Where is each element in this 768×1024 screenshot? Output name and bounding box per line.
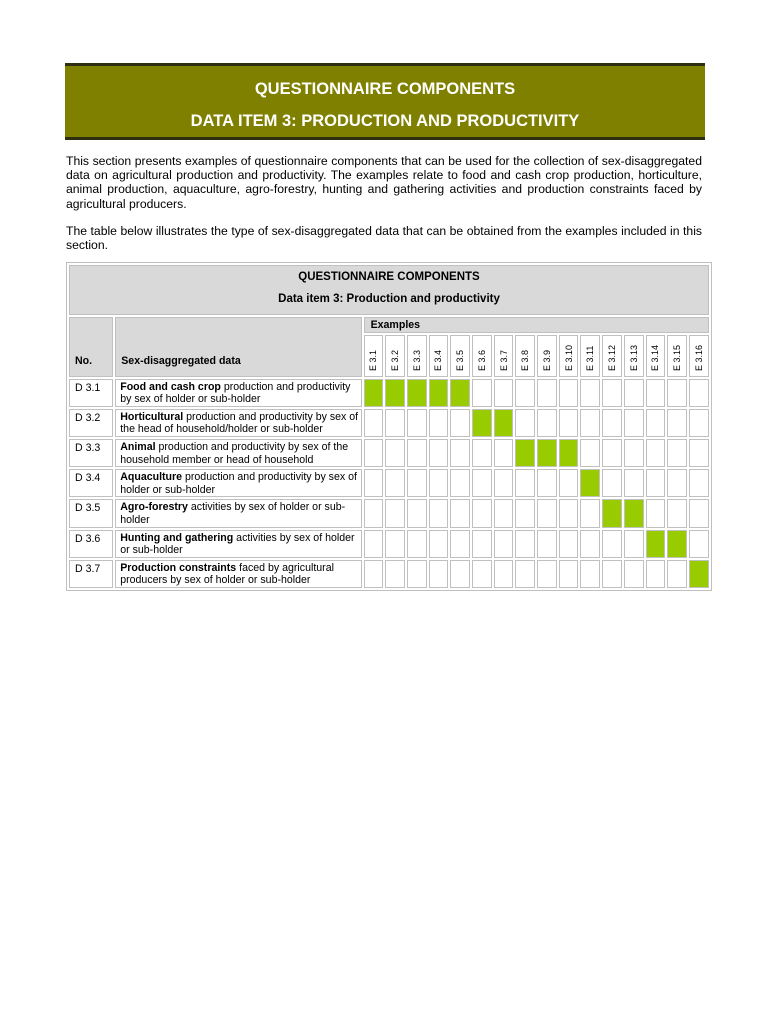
example-mark-empty [407, 439, 427, 467]
example-mark-empty [407, 409, 427, 437]
example-mark-empty [407, 499, 427, 527]
example-mark-filled [689, 560, 709, 588]
example-label: E 3.14 [650, 344, 661, 371]
example-mark-empty [624, 409, 644, 437]
table-row [69, 379, 709, 407]
examples-header: Examples [364, 317, 709, 333]
example-mark-empty [624, 439, 644, 467]
example-mark-empty [559, 469, 579, 497]
example-mark-empty [472, 499, 492, 527]
example-mark-empty [537, 560, 557, 588]
row-topic: Horticultural [120, 410, 184, 423]
example-mark-filled [646, 530, 666, 558]
example-mark-empty [385, 469, 405, 497]
table-row [69, 499, 709, 527]
row-number: D 3.7 [69, 560, 113, 588]
example-label: E 3.5 [455, 349, 466, 371]
example-mark-empty [450, 499, 470, 527]
example-mark-filled [364, 379, 384, 407]
example-mark-empty [646, 439, 666, 467]
row-number: D 3.1 [69, 379, 113, 407]
example-mark-empty [667, 439, 687, 467]
example-mark-empty [559, 379, 579, 407]
row-topic: Aquaculture [120, 471, 183, 484]
example-column-header [515, 335, 535, 377]
example-label: E 3.4 [433, 349, 444, 371]
example-mark-filled [580, 469, 600, 497]
example-mark-empty [385, 499, 405, 527]
example-mark-empty [689, 530, 709, 558]
example-mark-filled [624, 499, 644, 527]
table-row [69, 530, 709, 558]
example-label: E 3.10 [563, 344, 574, 371]
row-number: D 3.3 [69, 439, 113, 467]
example-label: E 3.16 [693, 344, 704, 371]
example-mark-filled [385, 379, 405, 407]
example-mark-empty [407, 469, 427, 497]
section-banner [65, 63, 705, 140]
example-mark-empty [646, 409, 666, 437]
example-mark-empty [689, 469, 709, 497]
example-mark-empty [689, 379, 709, 407]
example-mark-empty [537, 379, 557, 407]
example-mark-empty [494, 499, 514, 527]
row-description [115, 439, 361, 467]
row-number: D 3.6 [69, 530, 113, 558]
row-topic: Agro-forestry [120, 501, 188, 514]
example-column-header [429, 335, 449, 377]
row-description [115, 560, 361, 588]
example-mark-empty [602, 409, 622, 437]
example-mark-empty [429, 560, 449, 588]
row-number: D 3.2 [69, 409, 113, 437]
banner-subtitle: DATA ITEM 3: PRODUCTION AND PRODUCTIVITY [190, 112, 580, 130]
example-mark-empty [667, 409, 687, 437]
example-mark-empty [646, 560, 666, 588]
row-topic: Hunting and gathering [120, 531, 234, 544]
example-mark-empty [580, 379, 600, 407]
row-detail: activities by sex of holder or sub-holder [120, 531, 355, 557]
example-column-header [646, 335, 666, 377]
example-mark-empty [580, 409, 600, 437]
row-topic: Food and cash crop [120, 380, 221, 393]
example-column-header [494, 335, 514, 377]
example-mark-empty [385, 409, 405, 437]
example-mark-empty [429, 409, 449, 437]
example-mark-empty [515, 530, 535, 558]
example-mark-empty [689, 499, 709, 527]
example-mark-empty [602, 439, 622, 467]
row-description [115, 530, 361, 558]
example-label: E 3.7 [498, 349, 509, 371]
example-mark-empty [602, 560, 622, 588]
example-label: E 3.8 [520, 349, 531, 371]
example-label: E 3.9 [541, 349, 552, 371]
row-description [115, 379, 361, 407]
example-mark-empty [689, 409, 709, 437]
example-mark-empty [624, 560, 644, 588]
example-label: E 3.3 [411, 349, 422, 371]
column-header-no: No. [69, 317, 113, 377]
example-mark-empty [559, 409, 579, 437]
example-mark-empty [559, 499, 579, 527]
example-mark-empty [667, 469, 687, 497]
example-mark-empty [429, 469, 449, 497]
example-mark-filled [407, 379, 427, 407]
example-column-header [472, 335, 492, 377]
example-mark-empty [537, 469, 557, 497]
example-mark-empty [602, 469, 622, 497]
example-mark-empty [407, 530, 427, 558]
example-mark-empty [472, 469, 492, 497]
example-mark-empty [450, 560, 470, 588]
example-mark-empty [689, 439, 709, 467]
example-mark-empty [385, 439, 405, 467]
example-mark-empty [450, 439, 470, 467]
example-mark-empty [515, 560, 535, 588]
example-mark-empty [472, 560, 492, 588]
example-mark-empty [559, 530, 579, 558]
example-mark-empty [494, 560, 514, 588]
example-mark-filled [559, 439, 579, 467]
example-mark-filled [494, 409, 514, 437]
banner-title: QUESTIONNAIRE COMPONENTS [254, 80, 516, 98]
components-table [66, 262, 712, 591]
example-column-header [450, 335, 470, 377]
row-description [115, 469, 361, 497]
example-mark-empty [494, 439, 514, 467]
example-mark-empty [580, 530, 600, 558]
example-mark-empty [646, 469, 666, 497]
example-mark-empty [407, 560, 427, 588]
table-row [69, 560, 709, 588]
example-mark-empty [624, 379, 644, 407]
example-mark-empty [515, 469, 535, 497]
row-detail: production and productivity by sex of holder or sub-holder [120, 380, 351, 406]
example-column-header [667, 335, 687, 377]
example-mark-empty [515, 409, 535, 437]
example-mark-empty [580, 560, 600, 588]
example-label: E 3.12 [606, 344, 617, 371]
row-detail: production and productivity by sex of the household member or head of household [120, 440, 349, 466]
row-description [115, 499, 361, 527]
example-label: E 3.11 [585, 345, 596, 371]
row-number: D 3.4 [69, 469, 113, 497]
example-mark-empty [494, 379, 514, 407]
row-topic: Production constraints [120, 561, 237, 574]
table-title: QUESTIONNAIRE COMPONENTS [298, 271, 480, 283]
example-mark-filled [537, 439, 557, 467]
example-mark-filled [450, 379, 470, 407]
example-mark-empty [602, 530, 622, 558]
example-mark-empty [472, 530, 492, 558]
example-mark-empty [559, 560, 579, 588]
table-header [69, 265, 709, 315]
example-mark-empty [364, 469, 384, 497]
table-intro-paragraph: The table below illustrates the type of sex-disaggregated data that can be obtained from the examples included in this section. [66, 224, 702, 253]
table-row [69, 439, 709, 467]
example-mark-empty [364, 499, 384, 527]
example-column-header [537, 335, 557, 377]
example-column-header [407, 335, 427, 377]
example-mark-empty [602, 379, 622, 407]
example-mark-empty [580, 499, 600, 527]
example-mark-empty [580, 439, 600, 467]
intro-paragraph: This section presents examples of questionnaire components that can be used for the collection of sex-disaggregated data on agricultural production and productivity. The examples relate to food and cash crop production, horticulture, animal production, aquaculture, agro-forestry, hunting and gathering activities and production constraints faced by agricultural producers. [66, 154, 702, 211]
example-label: E 3.2 [390, 349, 401, 371]
example-column-header [602, 335, 622, 377]
row-detail: activities by sex of holder or sub-holder [120, 501, 346, 526]
example-mark-empty [364, 560, 384, 588]
components-grid [66, 262, 712, 591]
row-description [115, 409, 361, 437]
example-mark-empty [667, 379, 687, 407]
example-mark-empty [494, 530, 514, 558]
row-topic: Animal [120, 440, 156, 453]
example-mark-filled [667, 530, 687, 558]
example-label: E 3.1 [368, 349, 379, 371]
example-column-header [364, 335, 384, 377]
example-mark-empty [667, 499, 687, 527]
example-mark-empty [646, 379, 666, 407]
example-mark-empty [364, 530, 384, 558]
example-mark-empty [364, 409, 384, 437]
example-mark-empty [450, 469, 470, 497]
example-mark-empty [472, 379, 492, 407]
example-mark-empty [515, 379, 535, 407]
example-mark-empty [537, 499, 557, 527]
example-mark-empty [624, 469, 644, 497]
example-mark-empty [646, 499, 666, 527]
example-label: E 3.6 [476, 349, 487, 371]
example-mark-empty [624, 530, 644, 558]
example-mark-empty [450, 409, 470, 437]
example-mark-empty [385, 560, 405, 588]
table-row [69, 409, 709, 437]
row-detail: faced by agricultural producers by sex of holder or sub-holder [120, 561, 334, 587]
column-header-data: Sex-disaggregated data [115, 317, 361, 377]
example-column-header [689, 335, 709, 377]
example-mark-filled [429, 379, 449, 407]
example-mark-filled [515, 439, 535, 467]
example-mark-empty [429, 530, 449, 558]
example-mark-empty [537, 409, 557, 437]
example-mark-empty [515, 499, 535, 527]
example-column-header [580, 335, 600, 377]
example-mark-filled [602, 499, 622, 527]
row-detail: production and productivity by sex of holder or sub-holder [120, 471, 357, 496]
example-mark-empty [385, 530, 405, 558]
example-label: E 3.13 [628, 344, 639, 371]
row-detail: production and productivity by sex of the head of household/holder or sub-holder [120, 410, 359, 436]
example-mark-empty [429, 439, 449, 467]
example-mark-empty [494, 469, 514, 497]
example-mark-empty [364, 439, 384, 467]
example-mark-empty [450, 530, 470, 558]
example-column-header [385, 335, 405, 377]
row-number: D 3.5 [69, 499, 113, 527]
table-subtitle: Data item 3: Production and productivity [278, 292, 500, 305]
example-mark-empty [429, 499, 449, 527]
example-mark-filled [472, 409, 492, 437]
example-column-header [559, 335, 579, 377]
table-row [69, 469, 709, 497]
example-mark-empty [537, 530, 557, 558]
example-mark-empty [472, 439, 492, 467]
example-label: E 3.15 [672, 344, 683, 371]
example-mark-empty [667, 560, 687, 588]
example-column-header [624, 335, 644, 377]
